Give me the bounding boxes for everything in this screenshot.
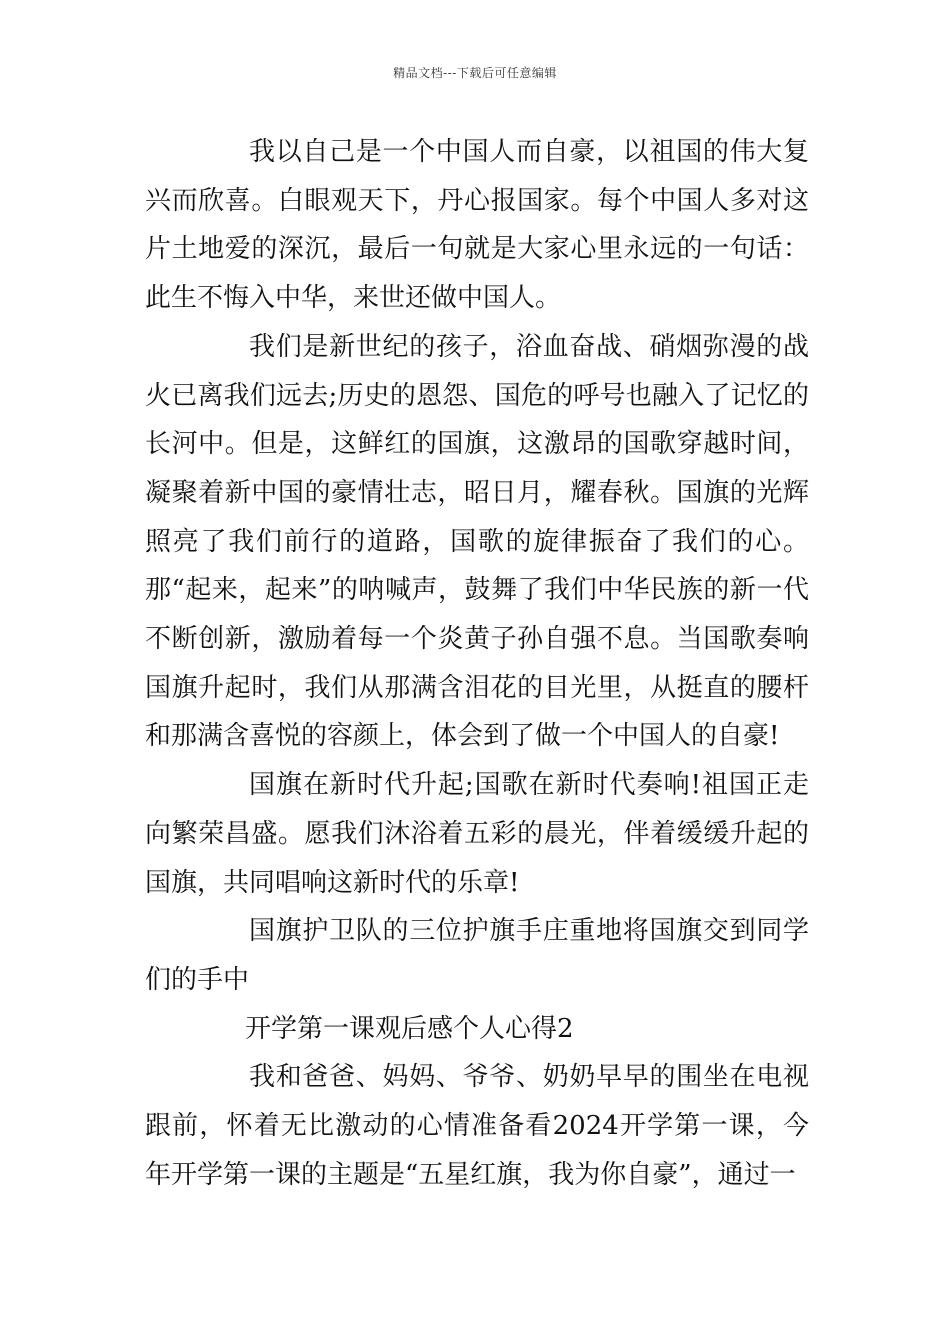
document-body [145, 128, 809, 1199]
paragraph: 我以自己是一个中国人而自豪，以祖国的伟大复兴而欣喜。白眼观天下，丹心报国家。每个中国人多对这片土地爱的深沉，最后一句就是大家心里永远的一句话：此生不悔入中华，来世还做中国人。 [145, 137, 809, 314]
paragraph: 我和爸爸、妈妈、爷爷、奶奶早早的围坐在电视跟前，怀着无比激动的心情准备看2024开学第一课，今年开学第一课的主题是“五星红旗，我为你自豪”，通过一 [145, 1062, 809, 1190]
section-heading: 开学第一课观后感个人心得2 [245, 1013, 574, 1044]
paragraph: 国旗护卫队的三位护旗手庄重地将国旗交到同学们的手中 [145, 916, 809, 995]
paragraph: 国旗在新时代升起;国歌在新时代奏响!祖国正走向繁荣昌盛。愿我们沐浴着五彩的晨光，伴着缓缓升起的国旗，共同唱响这新时代的乐章! [145, 770, 809, 898]
page-header: 精品文档---下载后可任意编辑 [393, 66, 557, 80]
paragraph: 我们是新世纪的孩子，浴血奋战、硝烟弥漫的战火已离我们远去;历史的恩怨、国危的呼号也融入了记忆的长河中。但是，这鲜红的国旗，这激昂的国歌穿越时间，凝聚着新中国的豪情壮志，昭日月，耀春秋。国旗的光辉照亮了我们前行的道路，国歌的旋律振奋了我们的心。那“起来，起来”的呐喊声，鼓舞了我们中华民族的新一代不断创新，激励着每一个炎黄子孙自强不息。当国歌奏响国旗升起时，我们从那满含泪花的目光里，从挺直的腰杆和那满含喜悦的容颜上，体会到了做一个中国人的自豪! [145, 331, 809, 752]
